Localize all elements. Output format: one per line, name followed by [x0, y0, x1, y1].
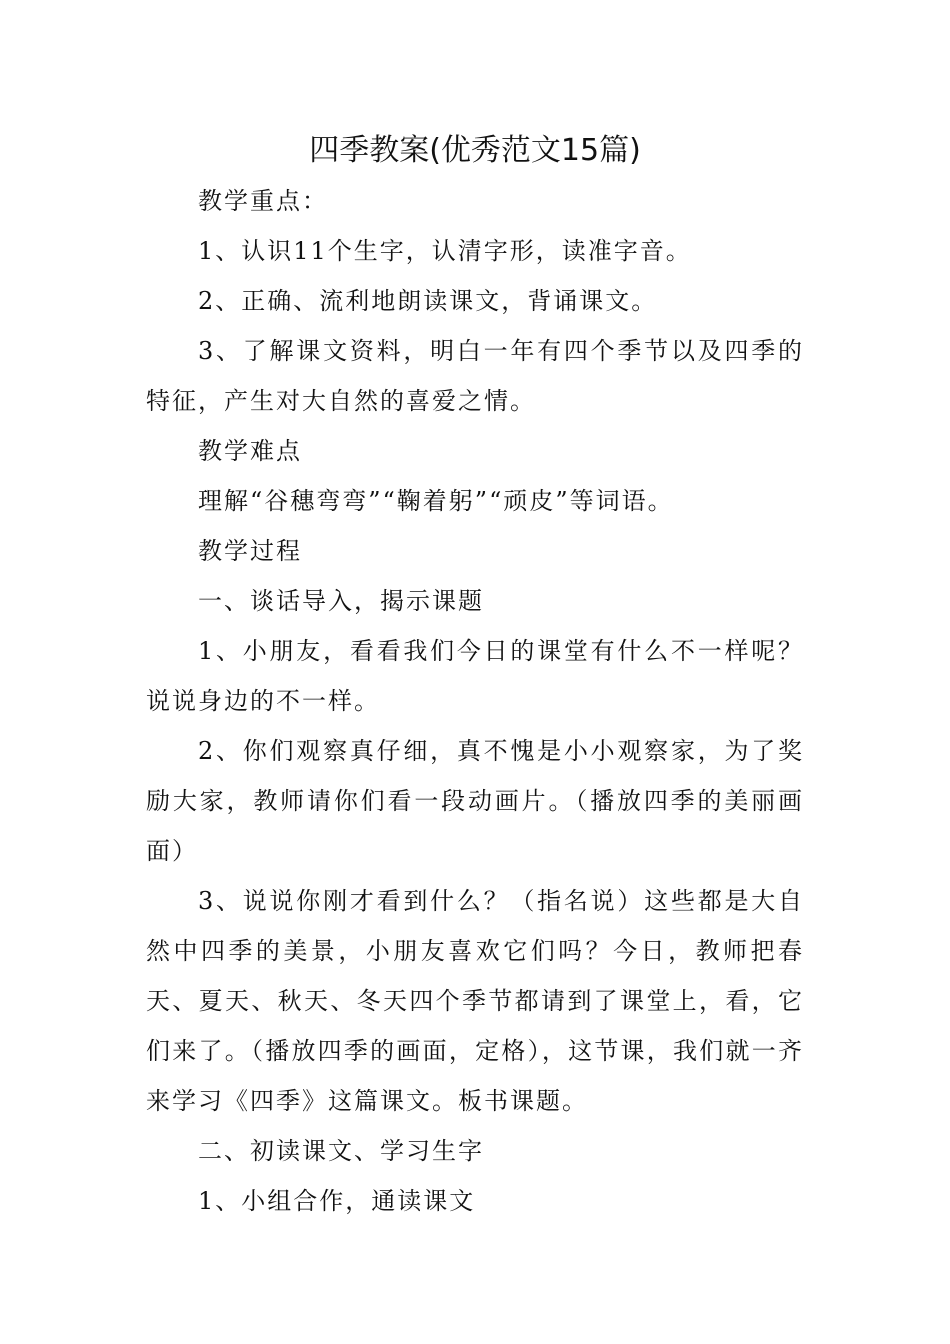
paragraph: 教学难点: [198, 437, 302, 465]
paragraph: 二、初读课文、学习生字: [198, 1137, 484, 1165]
paragraph: 2、你们观察真仔细，真不愧是小小观察家，为了奖励大家，教师请你们看一段动画片。（播放四季的美丽画面）: [146, 737, 804, 865]
paragraph: 1、小组合作，通读课文: [198, 1187, 476, 1215]
document-title: 四季教案(优秀范文15篇): [309, 133, 641, 168]
paragraph: 一、谈话导入，揭示课题: [198, 587, 484, 615]
paragraph: 教学过程: [198, 537, 302, 565]
paragraph: 理解“谷穗弯弯”“鞠着躬”“顽皮”等词语。: [198, 487, 674, 515]
paragraph: 教学重点：: [198, 187, 328, 215]
paragraph: 2、正确、流利地朗读课文，背诵课文。: [198, 287, 658, 315]
paragraph: 1、小朋友，看看我们今日的课堂有什么不一样呢？说说身边的不一样。: [146, 637, 804, 715]
paragraph: 3、了解课文资料，明白一年有四个季节以及四季的特征，产生对大自然的喜爱之情。: [146, 337, 804, 415]
document-body: [146, 176, 804, 1226]
paragraph: 1、认识11个生字，认清字形，读准字音。: [198, 237, 692, 265]
paragraph: 3、说说你刚才看到什么？（指名说）这些都是大自然中四季的美景，小朋友喜欢它们吗？今日，教师把春天、夏天、秋天、冬天四个季节都请到了课堂上，看，它们来了。（播放四季的画面，定格），这节课，我们就一齐来学习《四季》这篇课文。板书课题。: [146, 887, 804, 1115]
